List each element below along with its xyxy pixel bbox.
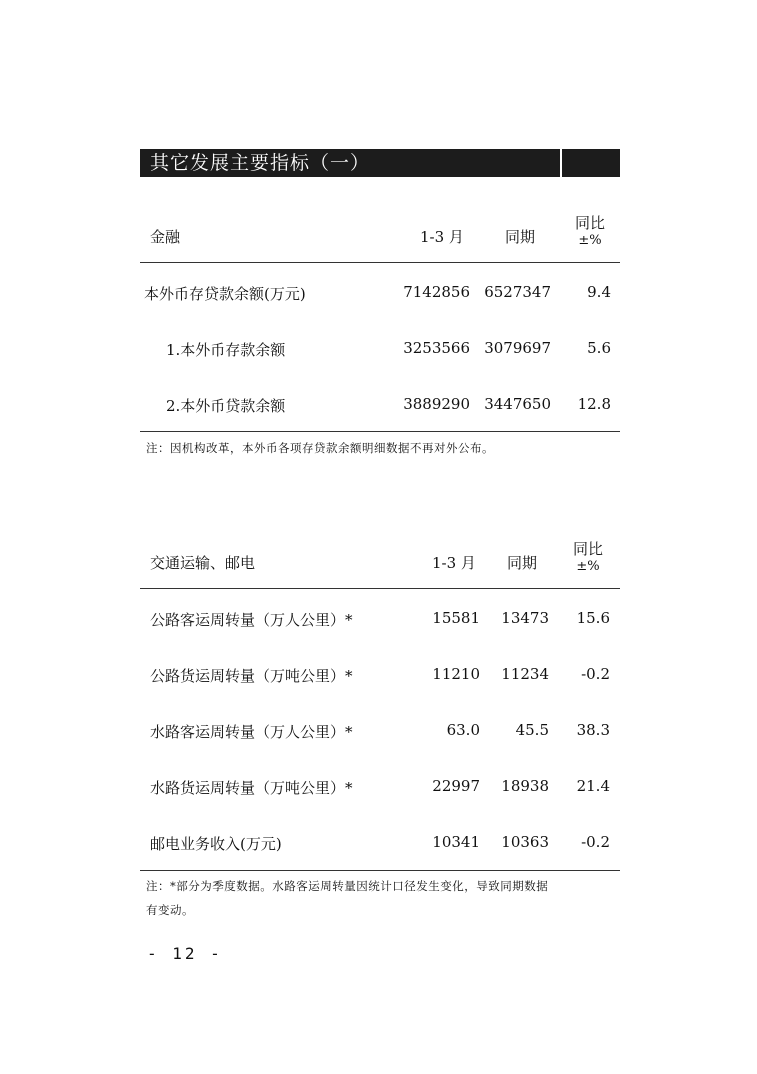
transport-header-yoy-top: 同比 [572,540,603,558]
row-prior-value: 45.5 [515,721,549,739]
row-yoy-value: 12.8 [577,395,611,413]
row-period-value: 63.0 [446,721,480,739]
transport-header-yoy-bottom: ±% [576,559,600,574]
row-label: 公路货运周转量（万吨公里）* [150,667,353,685]
row-yoy-value: -0.2 [581,833,610,851]
transport-note-line2: 有变动。 [146,903,194,917]
transport-note-line1: 注：*部分为季度数据。水路客运周转量因统计口径发生变化，导致同期数据 [146,879,549,893]
finance-header-category: 金融 [150,228,181,246]
transport-header-rule [140,588,620,589]
row-prior-value: 18938 [501,777,549,795]
row-label: 水路货运周转量（万吨公里）* [150,779,353,797]
table-row [140,833,620,857]
row-period-value: 10341 [432,833,480,851]
table-row [140,339,620,363]
section-title-bar [140,149,620,177]
transport-header-prior: 同期 [507,554,538,572]
finance-header-yoy-top: 同比 [574,214,605,232]
row-yoy-value: 5.6 [587,339,611,357]
finance-header-yoy [570,215,610,249]
title-bar-divider [560,149,562,177]
finance-bottom-rule [140,431,620,432]
finance-header-yoy-bottom: ±% [578,233,602,248]
page-title: 其它发展主要指标（一） [150,152,371,174]
table-row [140,721,620,745]
row-period-value: 15581 [432,609,480,627]
transport-table-header [140,541,620,591]
row-yoy-value: 9.4 [587,283,611,301]
row-label: 水路客运周转量（万人公里）* [150,723,353,741]
row-label: 本外币存贷款余额(万元) [144,285,306,303]
row-period-value: 3253566 [403,339,470,357]
row-prior-value: 3079697 [484,339,551,357]
finance-header-period: 1-3 月 [420,228,464,246]
table-row [140,665,620,689]
row-prior-value: 10363 [501,833,549,851]
row-prior-value: 11234 [501,665,549,683]
page-number: - 12 - [147,944,223,963]
row-period-value: 11210 [432,665,480,683]
row-prior-value: 13473 [501,609,549,627]
row-yoy-value: -0.2 [581,665,610,683]
row-period-value: 3889290 [403,395,470,413]
row-label: 邮电业务收入(万元) [150,835,282,853]
finance-table-header [140,215,620,265]
row-yoy-value: 21.4 [576,777,610,795]
finance-header-prior: 同期 [505,228,536,246]
row-label: 1.本外币存款余额 [166,341,286,359]
row-label: 公路客运周转量（万人公里）* [150,611,353,629]
table-row [140,283,620,307]
row-prior-value: 6527347 [484,283,551,301]
row-period-value: 22997 [432,777,480,795]
transport-note [146,874,616,922]
transport-header-category: 交通运输、邮电 [150,554,256,572]
transport-bottom-rule [140,870,620,871]
row-yoy-value: 15.6 [576,609,610,627]
finance-header-rule [140,262,620,263]
table-row [140,395,620,419]
row-yoy-value: 38.3 [576,721,610,739]
table-row [140,777,620,801]
row-period-value: 7142856 [403,283,470,301]
transport-header-yoy [568,541,608,575]
row-prior-value: 3447650 [484,395,551,413]
transport-header-period: 1-3 月 [432,554,476,572]
finance-note: 注：因机构改革，本外币各项存贷款余额明细数据不再对外公布。 [146,441,494,455]
table-row [140,609,620,633]
row-label: 2.本外币贷款余额 [166,397,286,415]
